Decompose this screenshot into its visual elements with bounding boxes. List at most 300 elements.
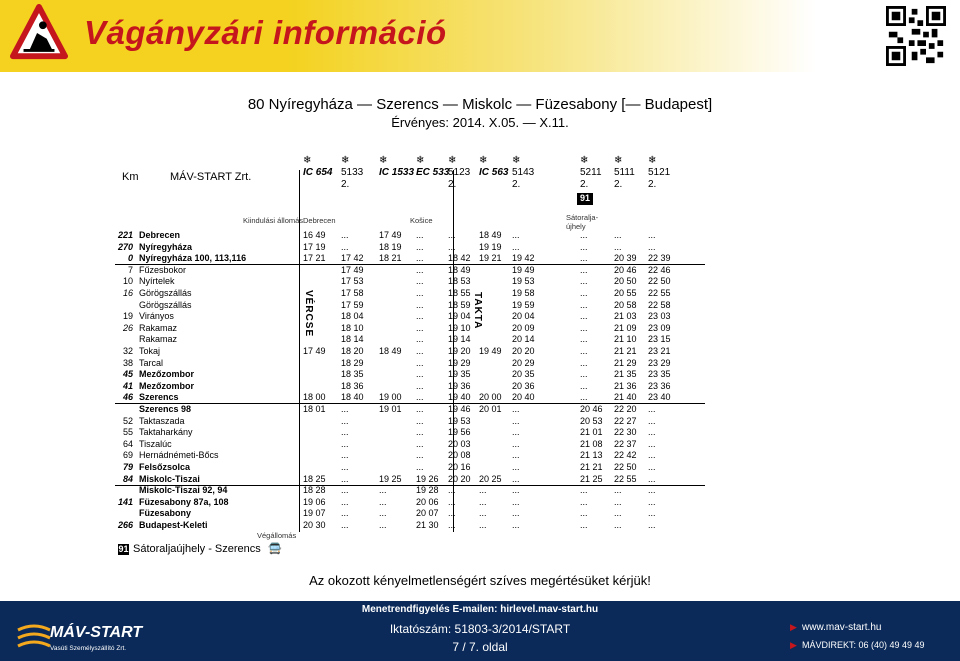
time-cell: ... bbox=[614, 241, 622, 252]
time-cell: 18 55 bbox=[448, 288, 471, 298]
time-cell: ... bbox=[416, 357, 424, 368]
time-cell: 23 21 bbox=[648, 346, 671, 356]
time-cell: 19 01 bbox=[379, 404, 402, 414]
station-name: Budapest-Keleti bbox=[139, 520, 208, 530]
time-cell: 22 50 bbox=[614, 462, 637, 472]
time-cell: 21 09 bbox=[614, 322, 637, 333]
time-cell: 19 25 bbox=[379, 473, 402, 484]
time-cell: 21 36 bbox=[614, 380, 637, 391]
time-cell: 19 53 bbox=[512, 276, 535, 287]
station-name: Rakamaz bbox=[139, 334, 178, 345]
row-divider bbox=[115, 264, 705, 265]
warning-sign-icon bbox=[10, 4, 68, 62]
time-cell: ... bbox=[416, 438, 424, 449]
time-cell: 20 04 bbox=[512, 311, 535, 322]
row-km: 55 bbox=[122, 427, 133, 438]
legend-text: Sátoraljaújhely - Szerencs bbox=[133, 543, 261, 555]
destination-label: Végállomás bbox=[257, 531, 297, 540]
station-name: Nyírtelek bbox=[139, 276, 175, 287]
time-cell: ... bbox=[416, 299, 424, 310]
time-cell: 20 29 bbox=[512, 357, 535, 368]
time-cell: ... bbox=[341, 241, 349, 252]
time-cell: ... bbox=[512, 520, 520, 530]
train-class: 2. bbox=[341, 179, 350, 190]
row-divider bbox=[115, 403, 705, 404]
apology-text: Az okozott kényelmetlenségért szíves megértésüket kérjük! bbox=[309, 573, 651, 588]
time-cell: 19 21 bbox=[479, 253, 502, 264]
time-cell: ... bbox=[416, 264, 424, 275]
time-cell: ... bbox=[580, 485, 588, 496]
time-cell: 18 01 bbox=[303, 404, 326, 414]
time-cell: ... bbox=[416, 415, 424, 426]
time-cell: 19 40 bbox=[448, 392, 471, 403]
train-number: EC 533 bbox=[416, 167, 450, 178]
time-cell: ... bbox=[479, 485, 487, 496]
row-km: 266 bbox=[117, 520, 133, 530]
time-cell: ... bbox=[580, 322, 588, 333]
time-cell: 18 29 bbox=[341, 357, 364, 368]
time-cell: 22 27 bbox=[614, 415, 637, 426]
time-cell: 18 19 bbox=[379, 241, 402, 252]
snowflake-icon: ❄ bbox=[379, 155, 388, 166]
time-cell: ... bbox=[580, 496, 588, 507]
time-cell: 22 20 bbox=[614, 404, 637, 414]
time-cell: 20 50 bbox=[614, 276, 637, 287]
time-cell: ... bbox=[341, 438, 349, 449]
time-cell: 18 35 bbox=[341, 369, 364, 380]
route-91-badge: 91 bbox=[577, 193, 593, 205]
train-header bbox=[479, 155, 508, 179]
time-cell: ... bbox=[416, 450, 424, 461]
time-cell: ... bbox=[448, 241, 456, 252]
time-cell: 18 28 bbox=[303, 485, 326, 496]
row-km: 19 bbox=[122, 311, 133, 322]
time-cell: 21 29 bbox=[614, 357, 637, 368]
station-name: Felsőzsolca bbox=[139, 462, 191, 472]
time-cell: 19 49 bbox=[512, 264, 535, 275]
time-cell: 20 46 bbox=[580, 404, 603, 414]
time-cell: ... bbox=[341, 427, 349, 438]
station-name: Tokaj bbox=[139, 346, 161, 356]
header-title: Vágányzári információ bbox=[84, 14, 447, 51]
web-arrow-icon: ▶ bbox=[790, 622, 797, 632]
time-cell: 22 42 bbox=[614, 450, 637, 461]
time-cell: 19 59 bbox=[512, 299, 535, 310]
time-cell: 21 35 bbox=[614, 369, 637, 380]
time-cell: 19 10 bbox=[448, 322, 471, 333]
time-cell: 19 46 bbox=[448, 404, 471, 414]
time-cell: ... bbox=[614, 485, 622, 496]
time-cell: ... bbox=[580, 230, 588, 240]
time-cell: ... bbox=[580, 508, 588, 519]
time-cell: 20 01 bbox=[479, 404, 502, 414]
time-cell: 22 55 bbox=[614, 473, 637, 484]
time-cell: 19 49 bbox=[479, 346, 502, 356]
snowflake-icon: ❄ bbox=[341, 155, 350, 166]
time-cell: 20 25 bbox=[479, 473, 502, 484]
station-name: Miskolc-Tiszai 92, 94 bbox=[139, 485, 228, 496]
time-cell: ... bbox=[580, 253, 588, 264]
operator-header: MÁV-START Zrt. bbox=[170, 171, 252, 183]
time-cell: ... bbox=[580, 380, 588, 391]
time-cell: 18 53 bbox=[448, 276, 471, 287]
row-km: 221 bbox=[117, 230, 133, 240]
snowflake-icon: ❄ bbox=[416, 155, 425, 166]
time-cell: 18 40 bbox=[341, 392, 364, 403]
row-km: 38 bbox=[122, 357, 133, 368]
time-cell: ... bbox=[512, 404, 520, 414]
time-cell: ... bbox=[416, 276, 424, 287]
time-cell: ... bbox=[580, 241, 588, 252]
time-cell: 20 14 bbox=[512, 334, 535, 345]
station-name: Hernádnémeti-Bőcs bbox=[139, 450, 219, 461]
station-name: Szerencs bbox=[139, 392, 179, 403]
row-km: 69 bbox=[122, 450, 133, 461]
time-cell: 23 03 bbox=[648, 311, 671, 322]
time-cell: ... bbox=[614, 496, 622, 507]
time-cell: 18 10 bbox=[341, 322, 364, 333]
time-cell: 17 49 bbox=[303, 346, 326, 356]
time-cell: ... bbox=[580, 520, 588, 530]
time-cell: 20 58 bbox=[614, 299, 637, 310]
train-number: 5133 bbox=[341, 167, 364, 178]
time-cell: 19 36 bbox=[448, 380, 471, 391]
time-cell: ... bbox=[648, 241, 656, 252]
time-cell: ... bbox=[479, 496, 487, 507]
time-cell: 18 49 bbox=[448, 264, 471, 275]
time-cell: 18 04 bbox=[341, 311, 364, 322]
time-cell: 19 29 bbox=[448, 357, 471, 368]
reference-number: Iktatószám: 51803-3/2014/START bbox=[389, 622, 571, 636]
time-cell: ... bbox=[648, 427, 656, 438]
time-cell: ... bbox=[648, 485, 656, 496]
time-cell: 20 36 bbox=[512, 380, 535, 391]
time-cell: ... bbox=[448, 508, 456, 519]
time-cell: 20 03 bbox=[448, 438, 471, 449]
train-class: 2. bbox=[614, 179, 623, 190]
station-name: Füzesabony bbox=[139, 508, 192, 519]
time-cell: ... bbox=[479, 520, 487, 530]
time-cell: 18 49 bbox=[379, 346, 402, 356]
snowflake-icon: ❄ bbox=[512, 155, 521, 166]
train-class: 2. bbox=[448, 179, 457, 190]
time-cell: 19 00 bbox=[379, 392, 402, 403]
origin-satoraljaujhely: Sátoralja-újhely bbox=[566, 213, 599, 231]
time-cell: 21 40 bbox=[614, 392, 637, 403]
row-km: 26 bbox=[122, 322, 133, 333]
time-cell: ... bbox=[448, 230, 456, 240]
time-cell: 17 21 bbox=[303, 253, 326, 264]
time-cell: 21 03 bbox=[614, 311, 637, 322]
station-name: Virányos bbox=[139, 311, 174, 322]
time-cell: ... bbox=[416, 404, 424, 414]
time-cell: ... bbox=[341, 520, 349, 530]
time-cell: 18 42 bbox=[448, 253, 471, 264]
station-name: Mezőzombor bbox=[139, 380, 194, 391]
time-cell: 18 21 bbox=[379, 253, 402, 264]
time-cell: 18 36 bbox=[341, 380, 364, 391]
time-cell: 23 40 bbox=[648, 392, 671, 403]
time-cell: ... bbox=[341, 230, 349, 240]
qr-code-icon[interactable] bbox=[886, 6, 946, 66]
train-number: 5121 bbox=[648, 167, 671, 178]
time-cell: 23 29 bbox=[648, 357, 671, 368]
time-cell: ... bbox=[512, 450, 520, 461]
time-cell: ... bbox=[416, 253, 424, 264]
time-cell: ... bbox=[614, 520, 622, 530]
origin-label: Kiindulási állomás bbox=[243, 216, 304, 225]
time-cell: ... bbox=[512, 473, 520, 484]
brand-name: MÁV-START bbox=[50, 624, 143, 641]
time-cell: 22 30 bbox=[614, 427, 637, 438]
time-cell: 21 10 bbox=[614, 334, 637, 345]
time-cell: ... bbox=[648, 520, 656, 530]
time-cell: 21 30 bbox=[416, 520, 439, 530]
time-cell: ... bbox=[512, 462, 520, 472]
train-number: 5111 bbox=[614, 167, 635, 178]
time-cell: ... bbox=[648, 230, 656, 240]
time-cell: 17 19 bbox=[303, 241, 326, 252]
validity-dates: Érvényes: 2014. X.05. — X.11. bbox=[391, 115, 569, 130]
time-cell: 21 25 bbox=[580, 473, 603, 484]
bus-icon: 🚍 bbox=[268, 543, 282, 555]
time-cell: ... bbox=[648, 404, 656, 414]
time-cell: ... bbox=[379, 520, 387, 530]
station-name: Tiszalúc bbox=[139, 438, 172, 449]
time-cell: 22 58 bbox=[648, 299, 671, 310]
legend-91-badge: 91 bbox=[118, 544, 129, 554]
column-divider bbox=[453, 170, 454, 532]
time-cell: 16 49 bbox=[303, 230, 326, 240]
time-cell: ... bbox=[341, 450, 349, 461]
time-cell: 19 07 bbox=[303, 508, 326, 519]
time-cell: 20 07 bbox=[416, 508, 439, 519]
time-cell: 19 06 bbox=[303, 496, 326, 507]
time-cell: 20 16 bbox=[448, 462, 471, 472]
time-cell: ... bbox=[416, 369, 424, 380]
time-cell: 19 14 bbox=[448, 334, 471, 345]
station-name: Tarcal bbox=[139, 357, 164, 368]
time-cell: ... bbox=[341, 415, 349, 426]
time-cell: 18 20 bbox=[341, 346, 364, 356]
time-cell: 19 26 bbox=[416, 473, 439, 484]
vertical-label-vercse: VÉRCSE bbox=[303, 290, 314, 338]
time-cell: ... bbox=[580, 299, 588, 310]
train-number: 5143 bbox=[512, 167, 535, 178]
time-cell: 17 59 bbox=[341, 299, 364, 310]
time-cell: ... bbox=[648, 496, 656, 507]
time-cell: ... bbox=[512, 241, 520, 252]
time-cell: 23 09 bbox=[648, 322, 671, 333]
snowflake-icon: ❄ bbox=[648, 155, 657, 166]
train-number: IC 1533 bbox=[379, 167, 415, 178]
time-cell: ... bbox=[648, 415, 656, 426]
time-cell: 20 30 bbox=[303, 520, 326, 530]
time-cell: ... bbox=[580, 311, 588, 322]
time-cell: ... bbox=[416, 288, 424, 298]
train-number: IC 563 bbox=[479, 167, 509, 178]
phone-number: MÁVDIREKT: 06 (40) 49 49 49 bbox=[802, 640, 925, 650]
time-cell: ... bbox=[416, 380, 424, 391]
time-cell: ... bbox=[648, 438, 656, 449]
origin-kosice: Košice bbox=[410, 216, 433, 225]
time-cell: 20 53 bbox=[580, 415, 603, 426]
time-cell: ... bbox=[448, 520, 456, 530]
time-cell: ... bbox=[648, 508, 656, 519]
station-name: Taktaharkány bbox=[139, 427, 193, 438]
time-cell: ... bbox=[341, 485, 349, 496]
time-cell: ... bbox=[614, 230, 622, 240]
row-km: 141 bbox=[117, 496, 133, 507]
time-cell: ... bbox=[341, 462, 349, 472]
time-cell: ... bbox=[580, 392, 588, 403]
time-cell: 19 04 bbox=[448, 311, 471, 322]
train-header bbox=[448, 155, 470, 191]
train-class: 2. bbox=[580, 179, 589, 190]
row-km: 41 bbox=[122, 380, 133, 391]
station-name: Szerencs 98 bbox=[139, 404, 192, 414]
time-cell: 20 46 bbox=[614, 264, 637, 275]
time-cell: ... bbox=[448, 485, 456, 496]
time-cell: 21 08 bbox=[580, 438, 603, 449]
time-cell: ... bbox=[341, 473, 349, 484]
website-link[interactable]: www.mav-start.hu bbox=[802, 622, 882, 633]
time-cell: ... bbox=[580, 346, 588, 356]
station-name: Mezőzombor bbox=[139, 369, 194, 380]
time-cell: ... bbox=[416, 241, 424, 252]
time-cell: ... bbox=[614, 508, 622, 519]
time-cell: ... bbox=[416, 334, 424, 345]
time-cell: 17 49 bbox=[379, 230, 402, 240]
row-km: 46 bbox=[122, 392, 133, 403]
time-cell: ... bbox=[416, 311, 424, 322]
row-km: 16 bbox=[122, 288, 133, 298]
train-number: 5211 bbox=[580, 167, 602, 178]
route-title: 80 Nyíregyháza — Szerencs — Miskolc — Füzesabony [— Budapest] bbox=[247, 96, 713, 113]
brand-subtitle: Vasúti Személyszállító Zrt. bbox=[50, 645, 127, 652]
time-cell: ... bbox=[580, 264, 588, 275]
row-km: 32 bbox=[122, 346, 133, 356]
time-cell: ... bbox=[341, 496, 349, 507]
snowflake-icon: ❄ bbox=[614, 155, 623, 166]
row-km: 45 bbox=[122, 369, 133, 380]
station-name: Görögszállás bbox=[139, 288, 192, 298]
train-header bbox=[614, 155, 635, 191]
row-km: 7 bbox=[127, 264, 133, 275]
row-km: 79 bbox=[122, 462, 133, 472]
time-cell: 20 08 bbox=[448, 450, 471, 461]
time-cell: 21 21 bbox=[580, 462, 603, 472]
time-cell: ... bbox=[416, 322, 424, 333]
time-cell: 23 35 bbox=[648, 369, 671, 380]
time-cell: 19 56 bbox=[448, 427, 471, 438]
time-cell: ... bbox=[416, 462, 424, 472]
time-cell: 18 59 bbox=[448, 299, 471, 310]
time-cell: 21 01 bbox=[580, 427, 603, 438]
time-cell: 19 19 bbox=[479, 241, 502, 252]
time-cell: ... bbox=[379, 496, 387, 507]
station-name: Miskolc-Tiszai bbox=[139, 473, 200, 484]
train-header bbox=[648, 155, 670, 191]
train-header bbox=[416, 155, 449, 179]
time-cell: 19 58 bbox=[512, 288, 535, 298]
train-header bbox=[379, 155, 414, 179]
time-cell: 20 09 bbox=[512, 322, 535, 333]
time-cell: 20 40 bbox=[512, 392, 535, 403]
row-km: 52 bbox=[122, 415, 133, 426]
snowflake-icon: ❄ bbox=[479, 155, 488, 166]
time-cell: ... bbox=[512, 230, 520, 240]
station-name: Görögszállás bbox=[139, 299, 192, 310]
time-cell: ... bbox=[379, 485, 387, 496]
train-number: IC 654 bbox=[303, 167, 333, 178]
station-name: Debrecen bbox=[139, 230, 181, 240]
time-cell: 18 49 bbox=[479, 230, 502, 240]
time-cell: ... bbox=[416, 346, 424, 356]
time-cell: 19 53 bbox=[448, 415, 471, 426]
time-cell: ... bbox=[580, 334, 588, 345]
time-cell: 23 15 bbox=[648, 334, 671, 345]
time-cell: ... bbox=[448, 496, 456, 507]
station-name: Füzesabony 87a, 108 bbox=[139, 496, 229, 507]
time-cell: ... bbox=[512, 508, 520, 519]
snowflake-icon: ❄ bbox=[303, 155, 312, 166]
train-header bbox=[580, 155, 602, 191]
time-cell: ... bbox=[580, 357, 588, 368]
time-cell: 19 35 bbox=[448, 369, 471, 380]
vertical-label-takta: TAKTA bbox=[472, 292, 483, 330]
snowflake-icon: ❄ bbox=[448, 155, 457, 166]
time-cell: 20 20 bbox=[448, 473, 471, 484]
train-header bbox=[303, 155, 332, 179]
time-cell: 20 55 bbox=[614, 288, 637, 298]
time-cell: 17 49 bbox=[341, 264, 364, 275]
time-cell: 20 20 bbox=[512, 346, 535, 356]
time-cell: 21 21 bbox=[614, 346, 637, 356]
time-cell: 19 20 bbox=[448, 346, 471, 356]
time-cell: ... bbox=[379, 508, 387, 519]
row-km: 0 bbox=[127, 253, 133, 264]
time-cell: 22 37 bbox=[614, 438, 637, 449]
km-header: Km bbox=[122, 171, 139, 183]
time-cell: 20 35 bbox=[512, 369, 535, 380]
time-cell: 21 13 bbox=[580, 450, 603, 461]
time-cell: 18 25 bbox=[303, 473, 326, 484]
time-cell: ... bbox=[648, 473, 656, 484]
station-name: Fűzesbokor bbox=[139, 264, 187, 275]
email-subscription[interactable]: Menetrendfigyelés E-mailen: hirlevel.mav-start.hu bbox=[361, 604, 599, 615]
time-cell: ... bbox=[580, 369, 588, 380]
time-cell: 18 14 bbox=[341, 334, 364, 345]
station-name: Nyíregyháza bbox=[139, 241, 193, 252]
time-cell: ... bbox=[341, 508, 349, 519]
row-km: 64 bbox=[122, 438, 133, 449]
row-divider bbox=[115, 485, 705, 486]
time-cell: 17 53 bbox=[341, 276, 364, 287]
time-cell: ... bbox=[648, 462, 656, 472]
time-cell: 20 00 bbox=[479, 392, 502, 403]
station-name: Nyíregyháza 100, 113,116 bbox=[139, 253, 247, 264]
station-name: Rakamaz bbox=[139, 322, 178, 333]
time-cell: ... bbox=[512, 427, 520, 438]
time-cell: ... bbox=[479, 508, 487, 519]
time-cell: ... bbox=[416, 392, 424, 403]
time-cell: 22 46 bbox=[648, 264, 671, 275]
time-cell: ... bbox=[512, 496, 520, 507]
time-cell: 18 00 bbox=[303, 392, 326, 403]
train-class: 2. bbox=[512, 179, 521, 190]
row-km: 10 bbox=[122, 276, 133, 287]
